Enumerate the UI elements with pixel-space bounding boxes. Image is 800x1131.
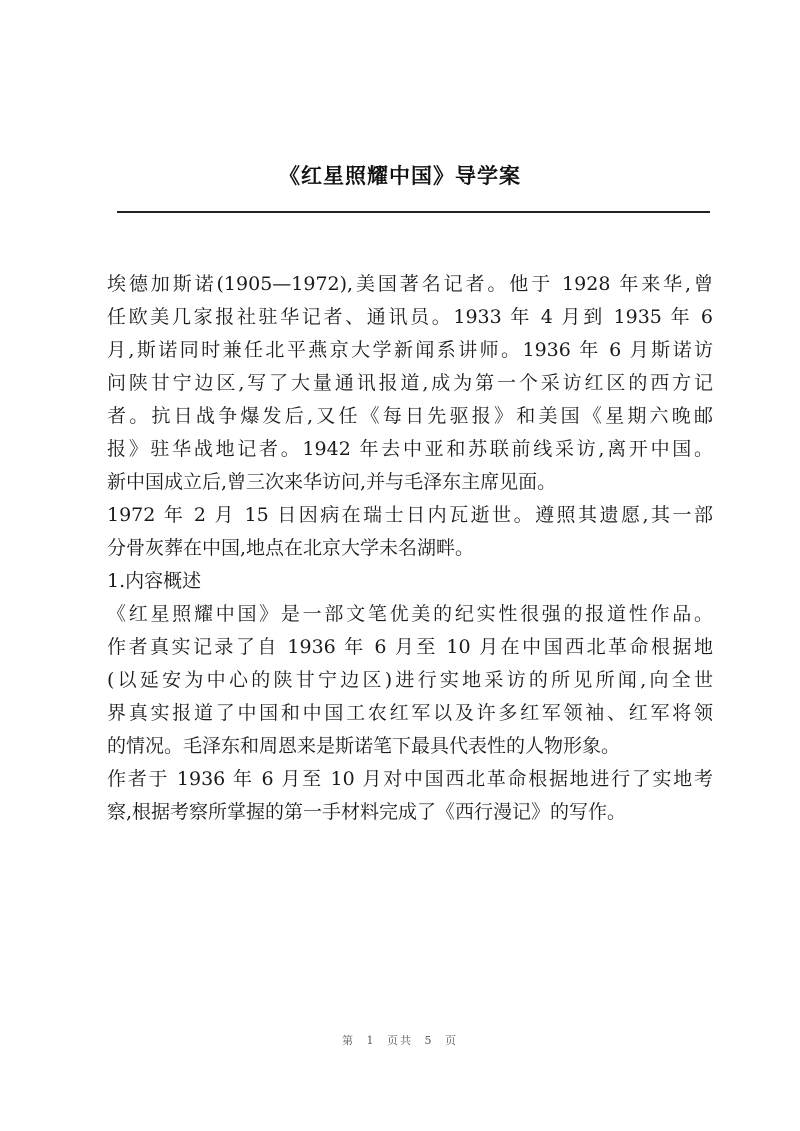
paragraph-line: 界真实报道了中国和中国工农红军以及许多红军领袖、红军将领 xyxy=(107,702,713,724)
section-heading: 1.内容概述 xyxy=(107,570,202,592)
paragraph-line: 作者真实记录了自 1936 年 6 月至 10 月在中国西北革命根据地 xyxy=(107,636,713,658)
paragraph-line: 的情况。毛泽东和周恩来是斯诺笔下最具代表性的人物形象。 xyxy=(107,735,621,757)
paragraph-line: (以延安为中心的陕甘宁边区)进行实地采访的所见所闻,向全世 xyxy=(107,669,713,691)
paragraph-line: 问陕甘宁边区,写了大量通讯报道,成为第一个采访红区的西方记 xyxy=(107,372,713,394)
paragraph-line: 察,根据考察所掌握的第一手材料完成了《西行漫记》的写作。 xyxy=(107,801,627,823)
paragraph-line: 作者于 1936 年 6 月至 10 月对中国西北革命根据地进行了实地考 xyxy=(107,768,713,790)
document-body xyxy=(107,268,713,829)
paragraph-line: 月,斯诺同时兼任北平燕京大学新闻系讲师。1936 年 6 月斯诺访 xyxy=(107,339,713,361)
paragraph-line: 埃德加斯诺(1905—1972),美国著名记者。他于 1928 年来华,曾 xyxy=(107,273,713,295)
paragraph-line: 任欧美几家报社驻华记者、通讯员。1933 年 4 月到 1935 年 6 xyxy=(107,306,713,328)
paragraph-line: 报》驻华战地记者。1942 年去中亚和苏联前线采访,离开中国。 xyxy=(107,438,713,460)
title-underline xyxy=(117,211,710,213)
paragraph-line: 新中国成立后,曾三次来华访问,并与毛泽东主席见面。 xyxy=(107,471,557,493)
page-number-footer: 第 1 页共 5 页 xyxy=(342,1034,458,1047)
document-title: 《红星照耀中国》导学案 xyxy=(279,164,521,188)
paragraph-line: 1972 年 2 月 15 日因病在瑞士日内瓦逝世。遵照其遗愿,其一部 xyxy=(107,504,713,526)
paragraph-line: 分骨灰葬在中国,地点在北京大学未名湖畔。 xyxy=(107,537,475,559)
paragraph-line: 者。抗日战争爆发后,又任《每日先驱报》和美国《星期六晚邮 xyxy=(107,405,713,427)
paragraph-line: 《红星照耀中国》是一部文笔优美的纪实性很强的报道性作品。 xyxy=(107,603,713,625)
